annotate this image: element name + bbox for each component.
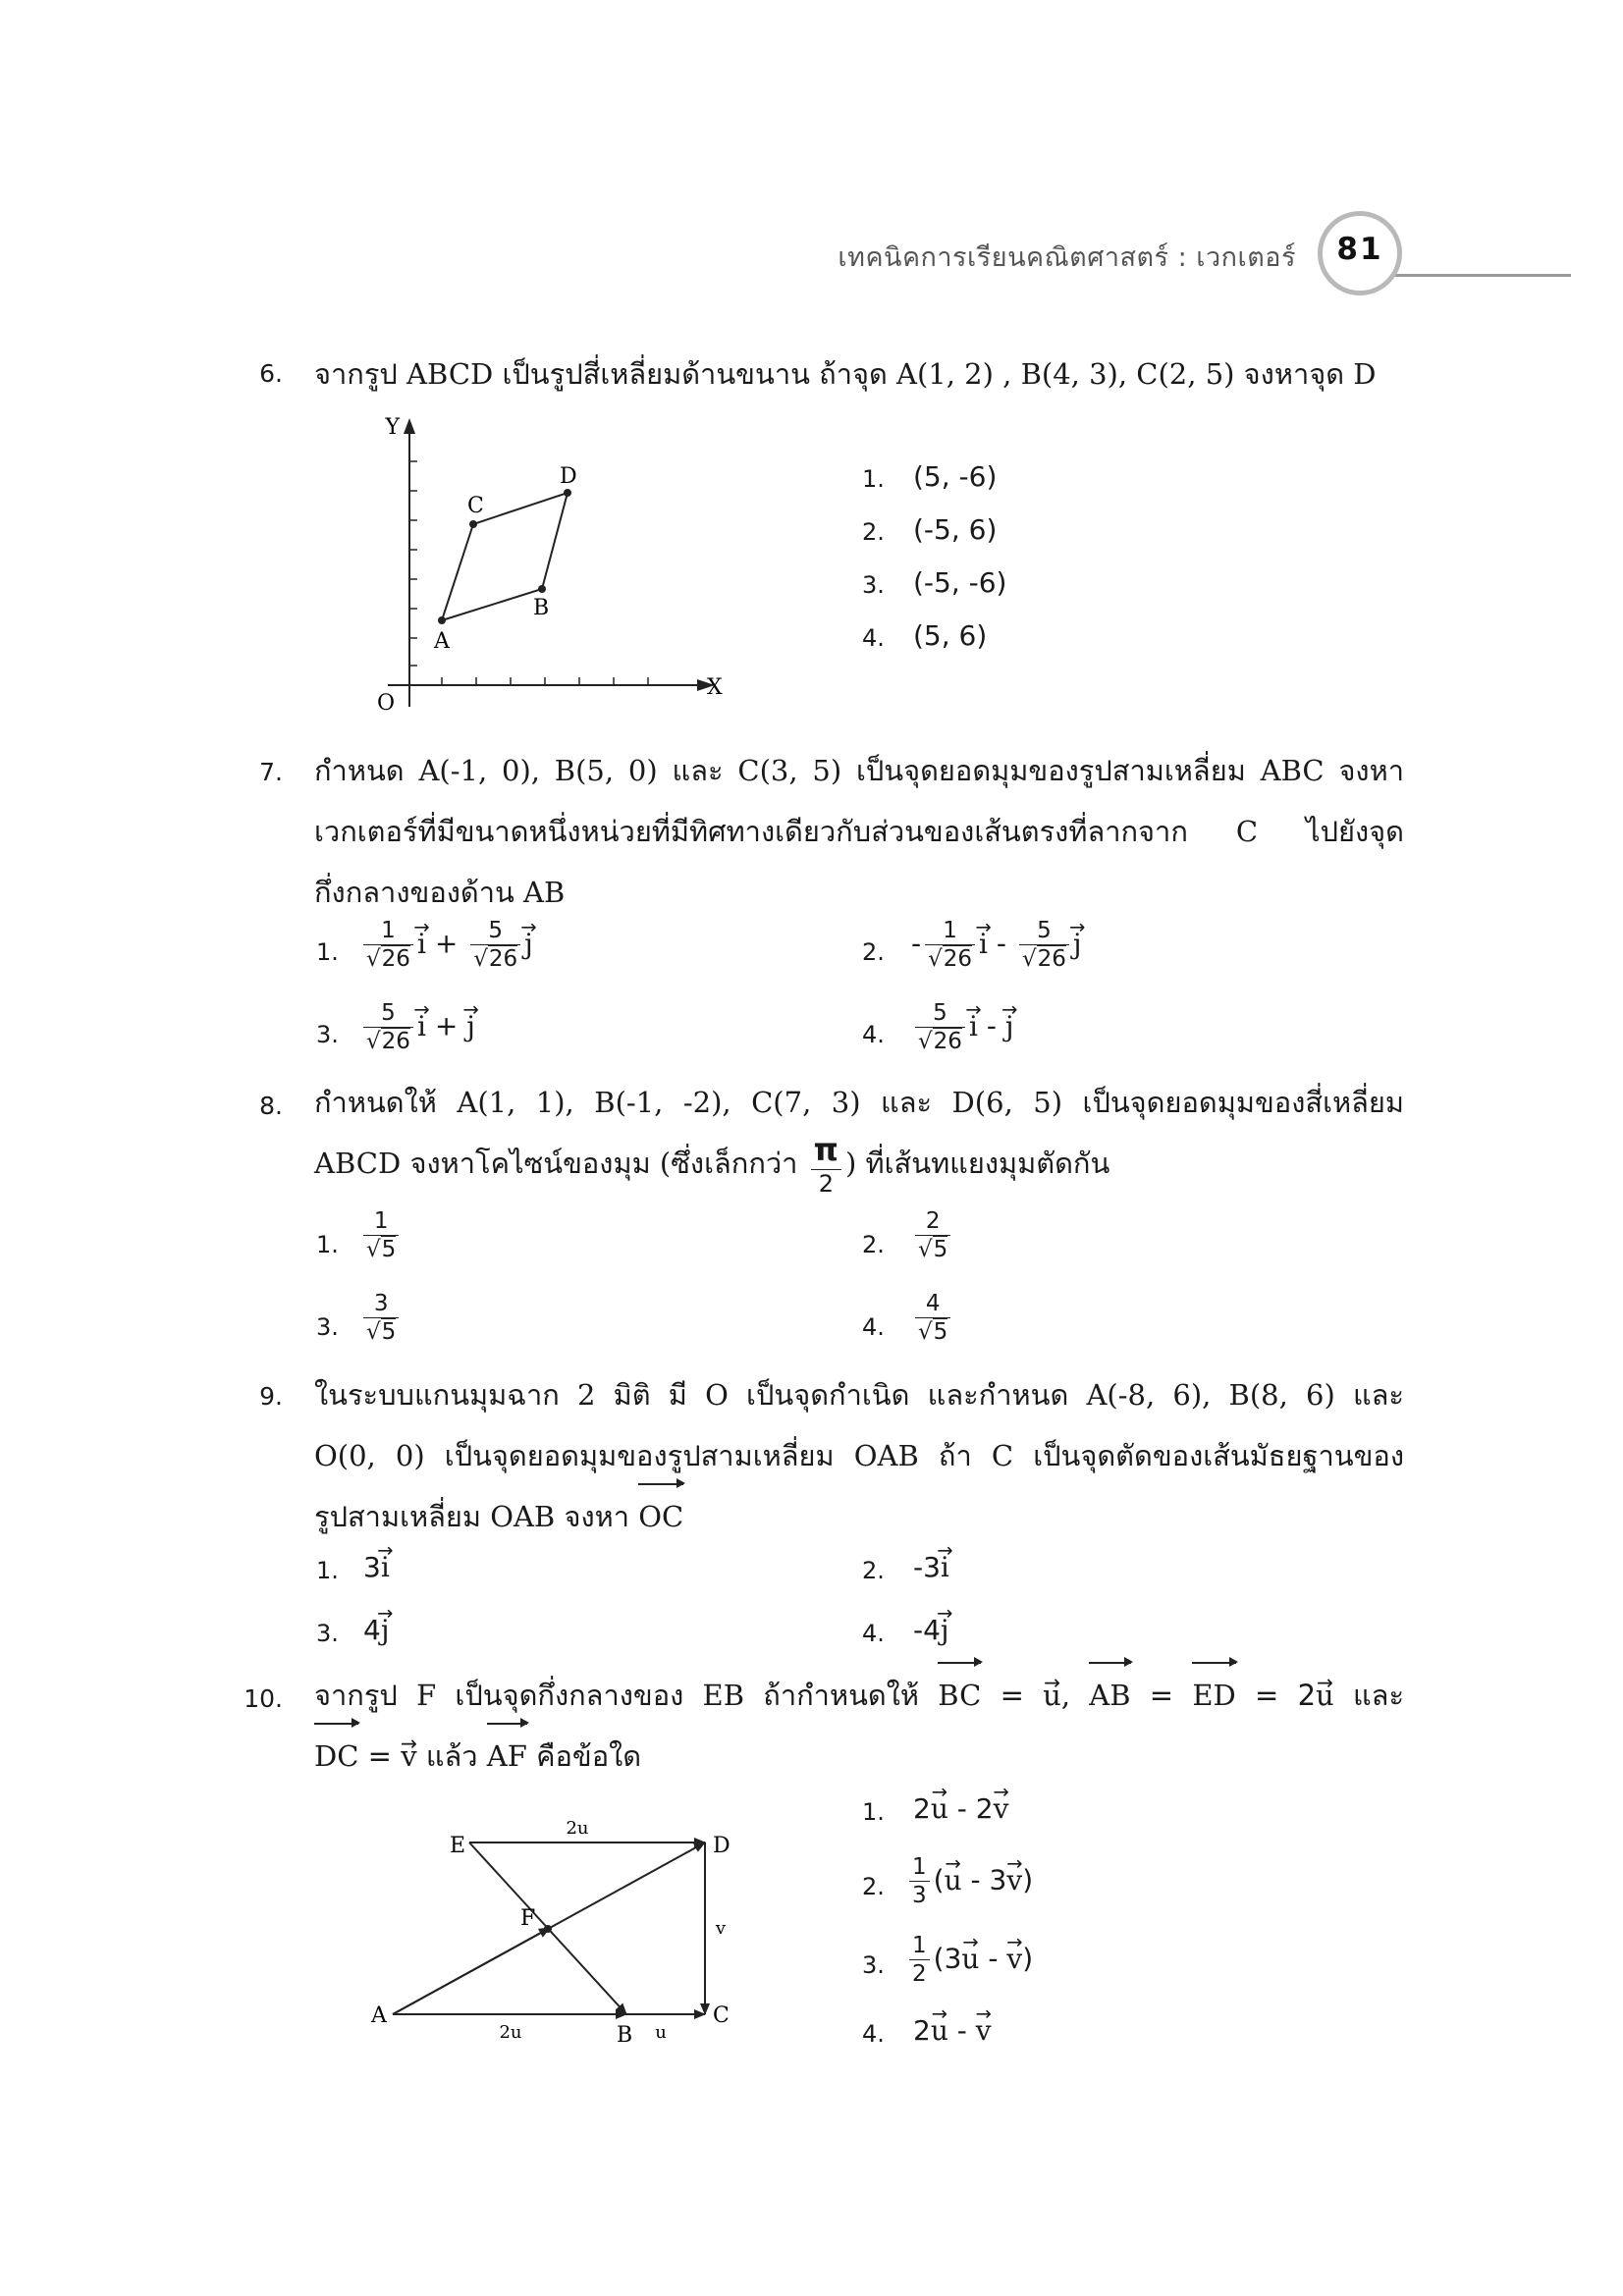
- question-8-text: [314, 1072, 1404, 1197]
- question-8-line-2: ABCD จงหาโคไซน์ของมุม (ซึ่งเล็กกว่า $\frac{\pi}{2}$ ) ที่เส้นทแยงมุมตัดกัน: [314, 1131, 1110, 1198]
- q8-option-2[interactable]: $\frac{2}{√5}$: [911, 1209, 954, 1261]
- q7-option-4-number[interactable]: 4.: [862, 1021, 885, 1048]
- question-10-line-2: DC = → v แล้ว AF คือข้อใด: [314, 1726, 1404, 1787]
- question-6-number: 6.: [259, 359, 283, 388]
- question-6-line: จากรูป ABCD เป็นรูปสี่เหลี่ยมด้านขนาน ถ้าจุด A(1, 2) , B(4, 3), C(2, 5) จงหาจุด D: [314, 357, 1377, 391]
- q10-option-2[interactable]: $\frac{1}{3}$ (→ u - 3→ v): [905, 1855, 1033, 1907]
- edge-dc-label: v: [715, 1918, 727, 1939]
- q8-option-1[interactable]: $\frac{1}{√5}$: [359, 1209, 403, 1261]
- question-7-number: 7.: [259, 758, 283, 786]
- q9-option-1[interactable]: 3→ i: [363, 1551, 390, 1583]
- running-header: เทคนิคการเรียนคณิตศาสตร์ : เวกเตอร์: [838, 242, 1296, 273]
- parallelogram-figure: [353, 412, 746, 726]
- x-axis-label: X: [707, 675, 723, 700]
- q7-option-2-number[interactable]: 2.: [862, 938, 885, 966]
- question-9-line-1: ในระบบแกนมุมฉาก 2 มิติ มี O เป็นจุดกำเนิด และกำหนด A(-8, 6), B(8, 6) และ: [314, 1378, 1404, 1412]
- q7-option-1-number[interactable]: 1.: [316, 938, 339, 966]
- q6-option-1-number[interactable]: 1.: [862, 465, 885, 493]
- question-9-line-2: O(0, 0) เป็นจุดยอดมุมของรูปสามเหลี่ยม OAB ถ้า C เป็นจุดตัดของเส้นมัธยฐานของ: [314, 1439, 1404, 1472]
- q10-option-1[interactable]: 2→ u - 2→ v: [913, 1792, 1008, 1825]
- q9-option-1-number[interactable]: 1.: [316, 1557, 339, 1584]
- page-number: 81: [1336, 232, 1383, 267]
- question-10-number: 10.: [243, 1684, 283, 1713]
- vertex-e-label: E: [450, 1834, 466, 1858]
- q9-option-2-number[interactable]: 2.: [862, 1557, 885, 1584]
- question-9-number: 9.: [259, 1382, 283, 1411]
- vertex-b-label: B: [617, 2023, 633, 2048]
- question-10-line-1: จากรูป F เป็นจุดกึ่งกลางของ EB ถ้ากำหนดให้ BC = → u, AB = ED = 2→ u และ: [314, 1665, 1404, 1726]
- q9-option-3[interactable]: 4→ j: [363, 1614, 390, 1646]
- q7-option-2[interactable]: - $\frac{1}{√26}$ → i - $\frac{5}{√26}$ → j: [911, 919, 1082, 971]
- origin-label: O: [376, 691, 395, 716]
- point-b-label: B: [533, 596, 550, 620]
- q7-option-3[interactable]: $\frac{5}{√26}$ → i + → j: [359, 1001, 475, 1053]
- question-7-line-3: กึ่งกลางของด้าน AB: [314, 876, 566, 909]
- question-9-text: [314, 1364, 1404, 1547]
- q9-option-4[interactable]: -4→ j: [913, 1614, 949, 1646]
- question-8-number: 8.: [259, 1092, 283, 1120]
- q6-option-3[interactable]: (-5, -6): [913, 566, 1007, 599]
- q10-option-3-number[interactable]: 3.: [862, 1951, 885, 1979]
- q9-option-2[interactable]: -3→ i: [913, 1551, 949, 1583]
- edge-bc-label: u: [655, 2022, 667, 2043]
- q6-option-2[interactable]: (-5, 6): [913, 513, 998, 546]
- q10-option-1-number[interactable]: 1.: [862, 1798, 885, 1826]
- vertex-c-label: C: [713, 2003, 730, 2028]
- edge-ab-label: 2u: [499, 2022, 522, 2043]
- question-7-line-1: กำหนด A(-1, 0), B(5, 0) และ C(3, 5) เป็นจุดยอดมุมของรูปสามเหลี่ยม ABC จงหา: [314, 754, 1404, 787]
- q8-option-3[interactable]: $\frac{3}{√5}$: [359, 1292, 403, 1344]
- q8-option-4[interactable]: $\frac{4}{√5}$: [911, 1292, 954, 1344]
- vertex-f-label: F: [520, 1906, 536, 1931]
- q6-option-1[interactable]: (5, -6): [913, 460, 998, 493]
- y-axis-label: Y: [385, 415, 400, 440]
- q8-option-3-number[interactable]: 3.: [316, 1313, 339, 1341]
- q6-option-4[interactable]: (5, 6): [913, 619, 988, 652]
- q10-option-4[interactable]: 2→ u - → v: [913, 2014, 992, 2047]
- question-6-text: [314, 344, 1404, 404]
- question-7-line-2: เวกเตอร์ที่มีขนาดหนึ่งหน่วยที่มีทิศทางเดียวกับส่วนของเส้นตรงที่ลากจาก C ไปยังจุด: [314, 815, 1404, 848]
- vector-figure: [363, 1796, 756, 2052]
- q10-option-3[interactable]: $\frac{1}{2}$ (3→ u - → v): [905, 1934, 1033, 1986]
- q7-option-3-number[interactable]: 3.: [316, 1021, 339, 1048]
- q6-option-3-number[interactable]: 3.: [862, 571, 885, 599]
- vertex-d-label: D: [713, 1834, 730, 1858]
- q10-option-2-number[interactable]: 2.: [862, 1873, 885, 1900]
- q7-option-4[interactable]: $\frac{5}{√26}$ → i - → j: [911, 1001, 1014, 1053]
- q7-option-1[interactable]: $\frac{1}{√26}$ → i + $\frac{5}{√26}$ → j: [359, 919, 533, 971]
- point-a-label: A: [434, 629, 450, 654]
- vector-oc: OC: [638, 1486, 683, 1547]
- q8-option-1-number[interactable]: 1.: [316, 1231, 339, 1258]
- q10-option-4-number[interactable]: 4.: [862, 2020, 885, 2048]
- question-10-text: [314, 1665, 1404, 1787]
- point-d-label: D: [560, 464, 577, 489]
- q9-option-4-number[interactable]: 4.: [862, 1620, 885, 1647]
- question-7-text: [314, 740, 1404, 923]
- point-c-label: C: [467, 494, 484, 518]
- q6-option-4-number[interactable]: 4.: [862, 624, 885, 652]
- question-8-line-1: กำหนดให้ A(1, 1), B(-1, -2), C(7, 3) และ D(6, 5) เป็นจุดยอดมุมของสี่เหลี่ยม: [314, 1086, 1404, 1119]
- vertex-a-label: A: [371, 2003, 387, 2028]
- question-9-line-3: รูปสามเหลี่ยม OAB จงหา OC: [314, 1486, 1404, 1547]
- q9-option-3-number[interactable]: 3.: [316, 1620, 339, 1647]
- q8-option-2-number[interactable]: 2.: [862, 1231, 885, 1258]
- q6-option-2-number[interactable]: 2.: [862, 518, 885, 546]
- q8-option-4-number[interactable]: 4.: [862, 1313, 885, 1341]
- edge-ed-label: 2u: [566, 1818, 589, 1839]
